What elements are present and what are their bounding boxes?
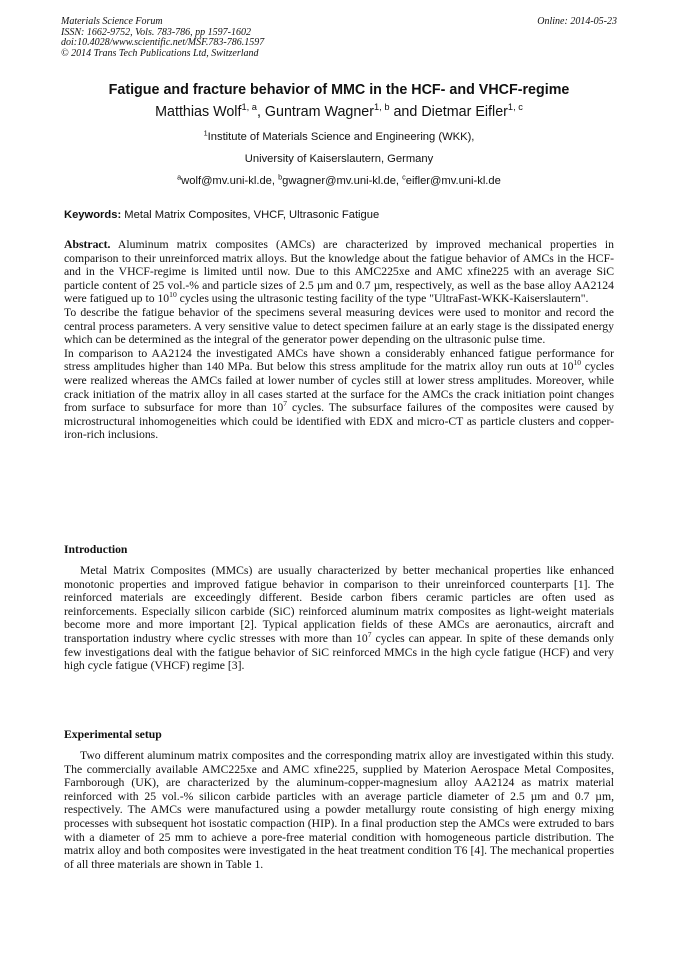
author-line: [0, 104, 678, 120]
keywords: [64, 209, 379, 221]
abstract-paragraph: [64, 238, 614, 306]
abstract-text: cycles were realized whereas the AMCs failed at lower number of cycles still at lower stress amplitudes. Moreover, while crack initiation of the matrix alloy in all cases started at the surface for the AMCs the crack initiation point changes from surface to subsurface for more than 10: [64, 360, 614, 415]
introduction-heading: Introduction: [64, 543, 128, 556]
email-mark: b: [278, 172, 283, 182]
author-affiliation-mark: 1, a: [241, 102, 257, 113]
issn-line: ISSN: 1662-9752, Vols. 783-786, pp 1597-1602: [61, 26, 251, 38]
affiliation-mark: 1: [203, 128, 208, 138]
abstract-text: cycles. The subsurface failures of the composites were caused by microstructural inhomogeneities which could be identified with EDX and micro-CT as particle clusters and copper-iron-rich inclusions.: [64, 401, 614, 442]
email-mark: a: [177, 172, 182, 182]
experimental-paragraph: Two different aluminum matrix composites and the corresponding matrix alloy are investigated within this study. The commercially available AMC225xe and AMC xfine225, supplied by Materion Aerospace Metal Composites, Farnborough (UK), are characterized by the aluminum-copper-magnesium alloy AA2124 as matrix material reinforced with 25 vol.-% silicon carbide particles with an average particle diameter of 2.5 µm and 0.7 µm, respectively. The AMCs were manufactured using a powder metallurgy route consisting of high energy mixing processes with subsequent hot isostatic compaction (HIP). In a final production step the AMCs were extruded to bars with a diameter of 25 mm to achieve a pore-free material condition with homogeneous particle distribution. The matrix alloy and both composites were investigated in the heat treatment condition T6 [4]. The mechanical properties of all three materials are shown in Table 1.: [64, 749, 614, 871]
author-separator: and: [389, 104, 422, 120]
email-address: gwagner@mv.uni-kl.de,: [282, 175, 403, 187]
abstract-text: Aluminum matrix composites (AMCs) are characterized by improved mechanical properties in comparison to their unreinforced matrix alloys. But the knowledge about the fatigue behavior of AMCs in the HCF- and in the VHCF-regime is limited until now. Due to this AMC225xe and AMC xfine225 with an average SiC particle content of 25 vol.-% and particle sizes of 2.5 µm and 0.7 µm, respectively, as well as the base alloy AA2124 were fatigued up to 10: [64, 238, 614, 306]
introduction-text: Metal Matrix Composites (MMCs) are usually characterized by better mechanical properties like enhanced monotonic properties and improved fatigue behavior in comparison to their unreinforced counterparts [1]. The reinforced materials are exceedingly different. Beside carbon fibers ceramic particles are often used as reinforcements. Especially silicon carbide (SiC) reinforced aluminum matrix composites as light-weight materials become more and more important [2]. Typical application fields of these AMCs are aeronautics, aircraft and transportation industry where cyclic stresses with more than 10: [64, 564, 614, 645]
exponent: 10: [169, 290, 177, 300]
author-name: Matthias Wolf: [155, 104, 242, 120]
abstract-label: Abstract.: [64, 238, 111, 251]
copyright-line: © 2014 Trans Tech Publications Ltd, Switzerland: [61, 47, 259, 59]
exponent: 10: [573, 358, 582, 368]
author-affiliation-mark: 1, b: [374, 102, 390, 113]
abstract-text: cycles using the ultrasonic testing facility of the type "UltraFast-WKK-Kaiserslautern".: [176, 292, 589, 306]
abstract-paragraph: [64, 347, 614, 442]
email-address: eifler@mv.uni-kl.de: [405, 175, 501, 187]
email-mark: c: [402, 172, 406, 182]
paper-title: Fatigue and fracture behavior of MMC in the HCF- and VHCF-regime: [108, 82, 570, 98]
exponent: 7: [283, 399, 288, 409]
affiliation-line: [0, 128, 678, 143]
author-separator: ,: [256, 104, 265, 120]
abstract-paragraph: To describe the fatigue behavior of the specimens several measuring devices were used to monitor and record the central process parameters. A very sensitive value to detect specimen failure at an early stage is the dissipated energy which can be determined as the integral of the generator power depending on the ultrasonic pulse time.: [64, 305, 614, 347]
doi-line: doi:10.4028/www.scientific.net/MSF.783-786.1597: [61, 37, 265, 48]
affiliation-university: University of Kaiserslautern, Germany: [244, 153, 434, 165]
email-address: wolf@mv.uni-kl.de,: [181, 175, 279, 187]
online-date: Online: 2014-05-23: [537, 16, 617, 27]
keywords-text: Metal Matrix Composites, VHCF, Ultrasonic Fatigue: [121, 209, 380, 221]
author-affiliation-mark: 1, c: [507, 102, 523, 113]
experimental-heading: Experimental setup: [64, 728, 162, 741]
keywords-label: Keywords:: [64, 209, 122, 221]
experimental-setup: [64, 749, 614, 871]
author-name: Dietmar Eifler: [421, 104, 508, 120]
abstract-text: In comparison to AA2124 the investigated AMCs have shown a considerably enhanced fatigue performance for stress amplitudes higher than 140 MPa. But below this stress amplitude for the matrix alloy run outs at 10: [64, 346, 614, 374]
exponent: 7: [367, 630, 372, 640]
email-line: [0, 172, 678, 187]
introduction: [64, 564, 614, 673]
introduction-text: cycles can appear. In spite of these demands only few investigations deal with the fatigue behavior of SiC reinforced MMCs in the high cycle fatigue (HCF) and very high cycle fatigue (VHCF) regime [3].: [64, 631, 614, 673]
author-name: Guntram Wagner: [264, 104, 375, 120]
abstract: [64, 238, 614, 442]
introduction-paragraph: [64, 564, 614, 673]
journal-header: [61, 17, 617, 59]
journal-name: Materials Science Forum: [61, 16, 163, 27]
affiliation-institute: Institute of Materials Science and Engineering (WKK),: [207, 131, 475, 143]
